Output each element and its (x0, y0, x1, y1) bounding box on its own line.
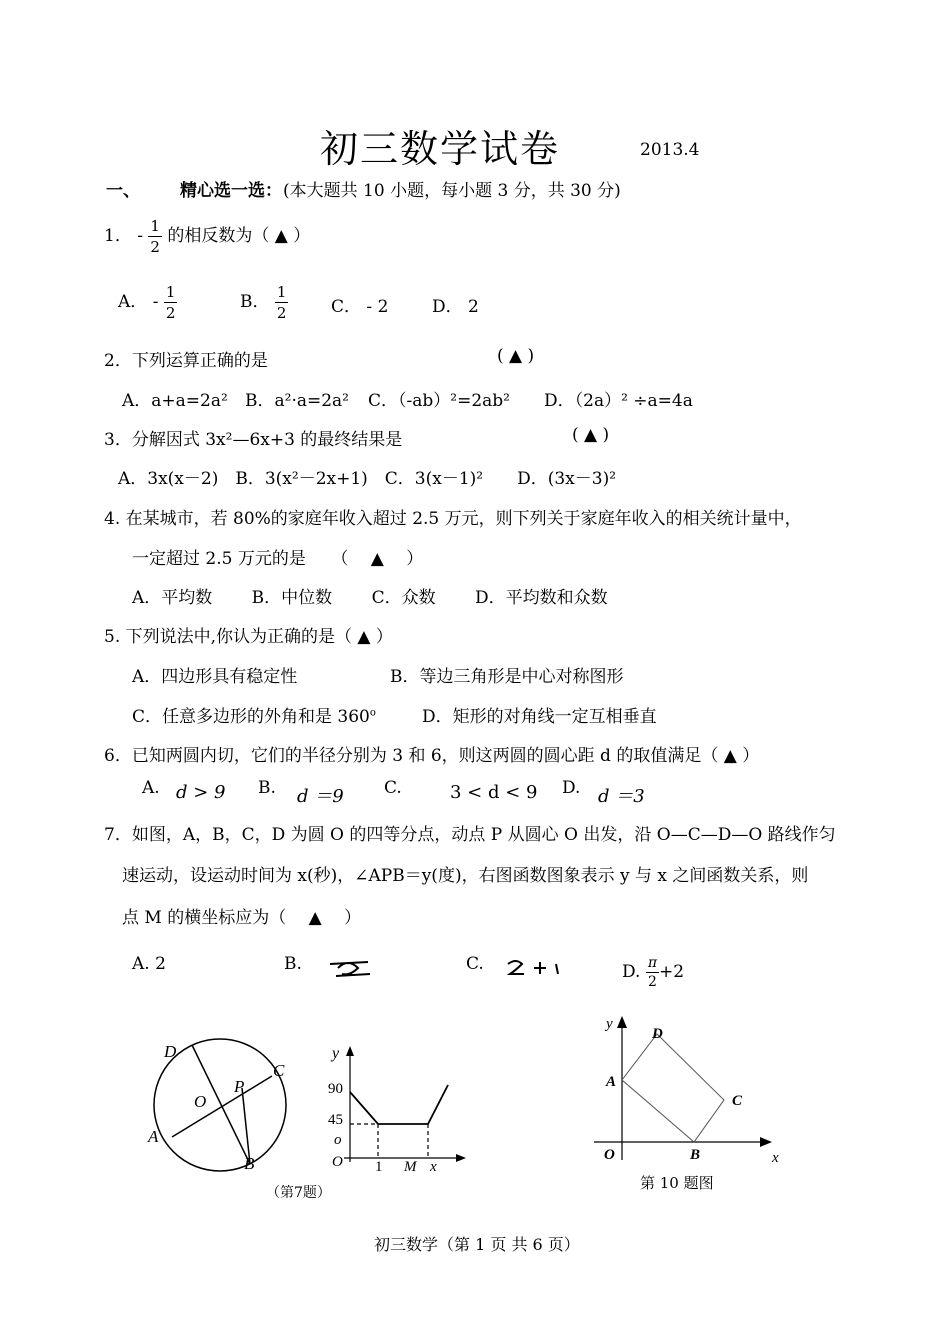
q2-option-a: A．a+a=2a² (122, 391, 228, 411)
q7-option-c: C. (466, 954, 484, 974)
fig10-label-b: B (690, 1147, 701, 1163)
graph-x-label: x (430, 1159, 437, 1175)
label-a: A (148, 1127, 159, 1146)
q7-option-b-image (328, 956, 374, 978)
q7-c-garbled-formula (506, 956, 576, 978)
segment-pb (242, 1088, 250, 1164)
q6-d-value: d ＝3 (598, 786, 645, 807)
q2-stem: 2．下列运算正确的是 (104, 351, 268, 371)
q1-a-den: 2 (165, 304, 176, 322)
page-footer: 初三数学（第 1 页 共 6 页） (374, 1235, 580, 1254)
fig10-label-a: A (606, 1074, 617, 1090)
label-o-lower: o (334, 1132, 342, 1148)
q1-stem: 的相反数为（ ▲ ） (167, 226, 311, 246)
q6-d-label: D. (562, 778, 581, 798)
q1-option-d (432, 292, 479, 317)
q1-option-a (118, 282, 177, 323)
q1-frac-num: 1 (150, 217, 160, 235)
section-note: (本大题共 10 小题，每小题 3 分，共 30 分) (283, 181, 621, 201)
q1-d-value: 2 (468, 297, 479, 317)
q1-option-b (240, 282, 288, 323)
fig10-label-d: D (652, 1026, 663, 1042)
q1-b-num: 1 (276, 283, 287, 301)
q6-b-label: B. (258, 778, 276, 798)
q7-d-den: 2 (647, 974, 657, 990)
fig10-label-o: O (604, 1147, 615, 1163)
fig10-y-label: y (606, 1016, 613, 1032)
q1-c-value: - 2 (366, 297, 389, 317)
figure-10-caption: 第 10 题图 (640, 1174, 714, 1192)
q1-a-fraction (164, 282, 178, 323)
x-axis-arrow (760, 1137, 772, 1147)
q7-d-fraction (646, 954, 659, 991)
q4-line-1: 4. 在某城市，若 80%的家庭年收入超过 2.5 万元，则下列关于家庭年收入的相关统计量中， (104, 509, 802, 529)
q7-line-3: 点 M 的横坐标应为（ ▲ ） (122, 908, 362, 928)
tick-m: M (404, 1159, 417, 1175)
q7-line-1: 7．如图，A，B，C，D 为圆 O 的四等分点，动点 P 从圆心 O 出发，沿 O—C—D—O 路线作匀 (104, 825, 836, 845)
q2-option-c: C．（-ab）²=2ab² (368, 391, 510, 411)
q1-b-label: B． (240, 292, 270, 312)
q2-answer-mark: ( ▲ ) (497, 346, 535, 366)
q5-stem: 5. 下列说法中,你认为正确的是（ ▲ ） (104, 627, 393, 647)
q1-frac-den: 2 (150, 238, 160, 256)
q7-d-label: D. (622, 962, 641, 982)
label-b: B (244, 1154, 255, 1173)
q6-b-value: d ＝9 (297, 786, 344, 807)
q5-option-c (132, 702, 376, 727)
q7-option-a: A. 2 (132, 954, 166, 974)
q5-c-degree: o (369, 707, 376, 719)
q5-option-d: D．矩形的对角线一定互相垂直 (422, 707, 657, 727)
q1-b-fraction (275, 282, 289, 323)
section-number: 一、 (106, 181, 140, 201)
q1-b-den: 2 (276, 304, 287, 322)
q3-answer-mark: ( ▲ ) (572, 425, 610, 445)
q1-minus: - (137, 226, 143, 246)
figure-7-circle (140, 1035, 290, 1175)
y-axis-arrow (617, 1016, 627, 1028)
q4-options: A．平均数 B．中位数 C．众数 D．平均数和众数 (132, 588, 608, 608)
q1-a-num: 1 (165, 283, 176, 301)
q1-a-label: A． (118, 292, 148, 312)
label-c: C (273, 1061, 285, 1080)
q7-line-2: 速运动，设运动时间为 x(秒)，∠APB＝y(度)，右图函数图象表示 y 与 x 之间函数关系，则 (122, 866, 809, 886)
q5-option-a: A．四边形具有稳定性 (132, 667, 298, 687)
q1-number: 1． (104, 226, 132, 246)
q7-d-plus: +2 (659, 962, 685, 982)
q1-option-c (331, 292, 388, 317)
page-title: 初三数学试卷 (320, 127, 561, 171)
graph-y-label: y (332, 1045, 340, 1062)
quadrilateral-abcd (622, 1034, 724, 1142)
q6-c-value: 3 < d < 9 (450, 782, 538, 803)
q7-option-b: B. (284, 954, 302, 974)
q3-stem: 3．分解因式 3x²—6x+3 的最终结果是 (104, 430, 403, 450)
q1-c-label: C． (331, 297, 362, 317)
q6-a-label: A. (142, 778, 160, 798)
q5-option-b: B．等边三角形是中心对称图形 (390, 667, 624, 687)
label-p: P (234, 1077, 245, 1096)
q5-c-text: C．任意多边形的外角和是 360 (132, 707, 370, 727)
section-heading: 精心选一选： (180, 181, 282, 201)
tick-90: 90 (328, 1081, 343, 1097)
tick-45: 45 (328, 1112, 343, 1128)
q3-options: A．3x(x－2) B．3(x²－2x+1) C．3(x－1)² D．(3x－3)² (118, 469, 617, 489)
q1-a-minus: - (152, 292, 159, 312)
q7-option-c-image (506, 956, 576, 978)
question-1 (104, 216, 310, 257)
figure-10 (590, 1010, 790, 1170)
figure-7-graph (322, 1040, 472, 1180)
q6-stem: 6．已知两圆内切，它们的半径分别为 3 和 6，则这两圆的圆心距 d 的取值满足（ ▲ ） (104, 746, 760, 766)
x-axis-arrow (456, 1154, 466, 1162)
q2-option-b: B．a²·a=2a² (245, 391, 349, 411)
q6-c-label: C. (384, 778, 402, 798)
fig10-label-c: C (732, 1093, 743, 1109)
q7-d-num: π (647, 955, 658, 971)
fig10-x-label: x (772, 1150, 779, 1166)
origin-label: O (332, 1154, 343, 1170)
tick-1: 1 (375, 1159, 383, 1175)
label-d: D (164, 1042, 177, 1061)
y-axis-arrow (346, 1046, 354, 1056)
label-o: O (194, 1092, 207, 1111)
q7-option-d (622, 954, 684, 991)
figure-7-caption: （第7题） (266, 1185, 331, 1201)
function-curve (350, 1085, 448, 1124)
q7-b-garbled-formula (328, 956, 374, 978)
q2-option-d: D．（2a）² ÷a=4a (544, 391, 693, 411)
exam-date: 2013.4 (640, 140, 700, 160)
q1-fraction (148, 216, 162, 257)
q1-d-label: D． (432, 297, 463, 317)
chord-ac (172, 1076, 272, 1137)
q6-a-value: d > 9 (176, 782, 226, 803)
q4-line-2: 一定超过 2.5 万元的是 （ ▲ ） (132, 549, 424, 569)
